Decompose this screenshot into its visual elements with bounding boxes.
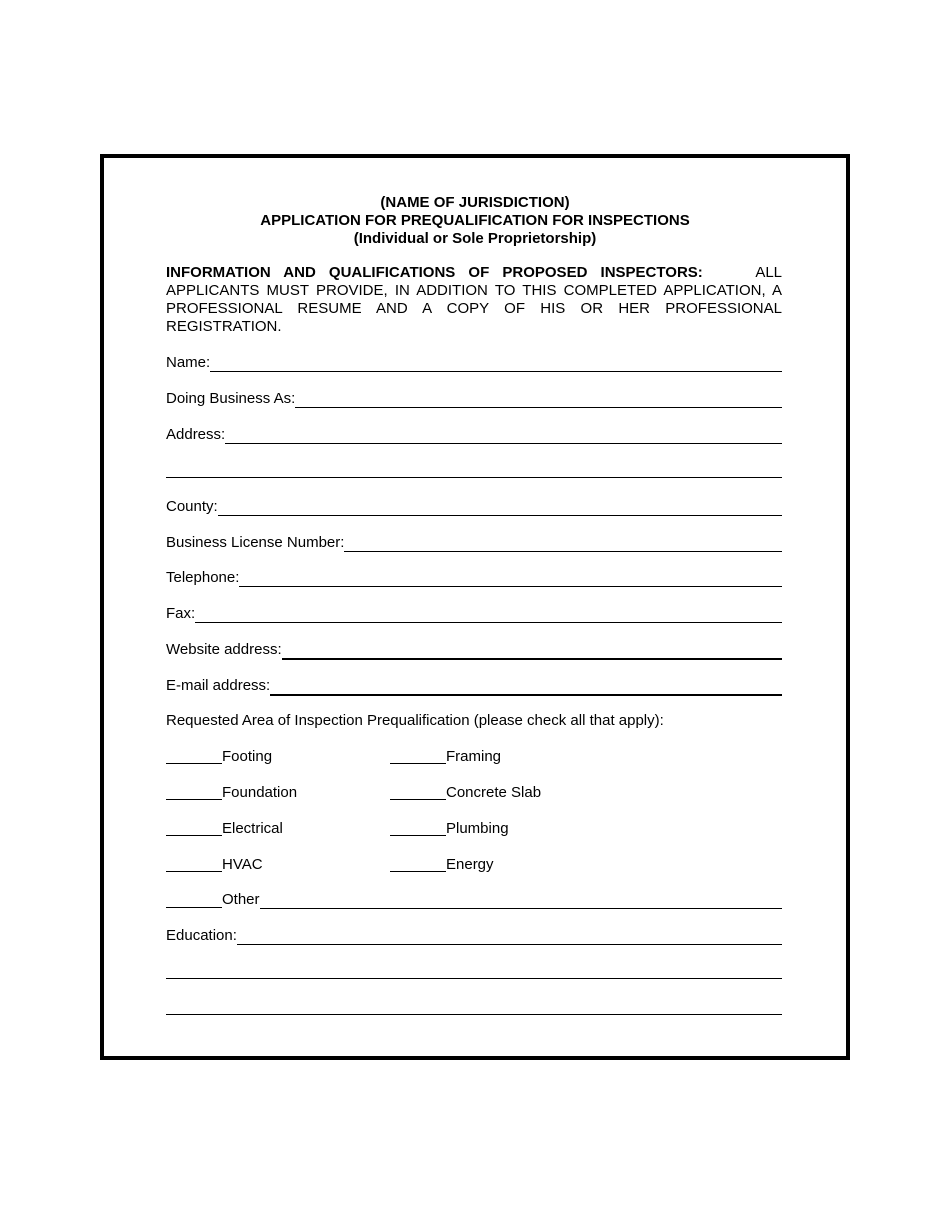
license-row [166, 533, 782, 553]
hvac-checkbox[interactable] [166, 855, 222, 872]
dba-label: Doing Business As: [166, 390, 296, 407]
electrical-checkbox[interactable] [166, 819, 222, 836]
foundation-label: Foundation [222, 784, 298, 801]
option-footing [166, 747, 272, 766]
telephone-row [166, 568, 782, 588]
framing-checkbox[interactable] [390, 747, 446, 764]
address-field[interactable] [225, 425, 782, 444]
energy-checkbox[interactable] [390, 855, 446, 872]
hvac-label: HVAC [222, 856, 263, 873]
fax-row [166, 604, 782, 624]
email-label: E-mail address: [166, 677, 271, 694]
address-row [166, 425, 782, 445]
other-row [166, 890, 782, 910]
form-title: APPLICATION FOR PREQUALIFICATION FOR INSPECTIONS [260, 212, 690, 229]
address-field-line-2[interactable] [166, 477, 782, 478]
option-hvac [166, 855, 263, 874]
license-label: Business License Number: [166, 534, 345, 551]
telephone-label: Telephone: [166, 569, 240, 586]
plumbing-checkbox[interactable] [390, 819, 446, 836]
instructions-text: ALL APPLICANTS MUST PROVIDE, IN ADDITION TO THIS COMPLETED APPLICATION, A PROFESSIONAL RESUME AND A COPY OF HIS OR HER PROFESSIONAL REGISTRATION. [166, 264, 783, 335]
website-field[interactable] [282, 640, 782, 660]
email-row [166, 676, 782, 696]
email-field[interactable] [270, 676, 782, 696]
footing-checkbox[interactable] [166, 747, 222, 764]
other-checkbox[interactable] [166, 891, 222, 908]
dba-row [166, 389, 782, 409]
other-label: Other [222, 891, 260, 908]
concrete-slab-label: Concrete Slab [446, 784, 542, 801]
option-electrical [166, 819, 283, 838]
jurisdiction-heading: (NAME OF JURISDICTION) [380, 194, 570, 211]
electrical-label: Electrical [222, 820, 283, 837]
education-field[interactable] [237, 926, 782, 945]
energy-label: Energy [446, 856, 494, 873]
fax-label: Fax: [166, 605, 196, 622]
name-label: Name: [166, 354, 211, 371]
option-foundation [166, 783, 297, 802]
county-field[interactable] [218, 497, 782, 516]
address-label: Address: [166, 426, 226, 443]
form-subtitle: (Individual or Sole Proprietorship) [353, 230, 597, 247]
license-field[interactable] [344, 533, 782, 552]
framing-label: Framing [446, 748, 502, 765]
option-framing [390, 747, 501, 766]
website-row [166, 640, 782, 660]
education-row [166, 926, 782, 946]
instructions-heading: INFORMATION AND QUALIFICATIONS OF PROPOSED INSPECTORS: [166, 264, 703, 281]
prequal-prompt: Requested Area of Inspection Prequalification (please check all that apply): [166, 712, 664, 729]
telephone-field[interactable] [239, 568, 782, 587]
name-field[interactable] [210, 353, 782, 372]
name-row [166, 353, 782, 373]
option-plumbing [390, 819, 509, 838]
website-label: Website address: [166, 641, 282, 658]
option-energy [390, 855, 494, 874]
instructions-paragraph [166, 264, 782, 336]
education-field-line-3[interactable] [166, 1014, 782, 1015]
foundation-checkbox[interactable] [166, 783, 222, 800]
concrete-slab-checkbox[interactable] [390, 783, 446, 800]
plumbing-label: Plumbing [446, 820, 509, 837]
footing-label: Footing [222, 748, 273, 765]
county-label: County: [166, 498, 218, 515]
education-label: Education: [166, 927, 237, 944]
county-row [166, 497, 782, 517]
education-field-line-2[interactable] [166, 978, 782, 979]
other-field[interactable] [260, 890, 782, 909]
option-concrete-slab [390, 783, 541, 802]
fax-field[interactable] [195, 604, 782, 623]
dba-field[interactable] [295, 389, 782, 408]
